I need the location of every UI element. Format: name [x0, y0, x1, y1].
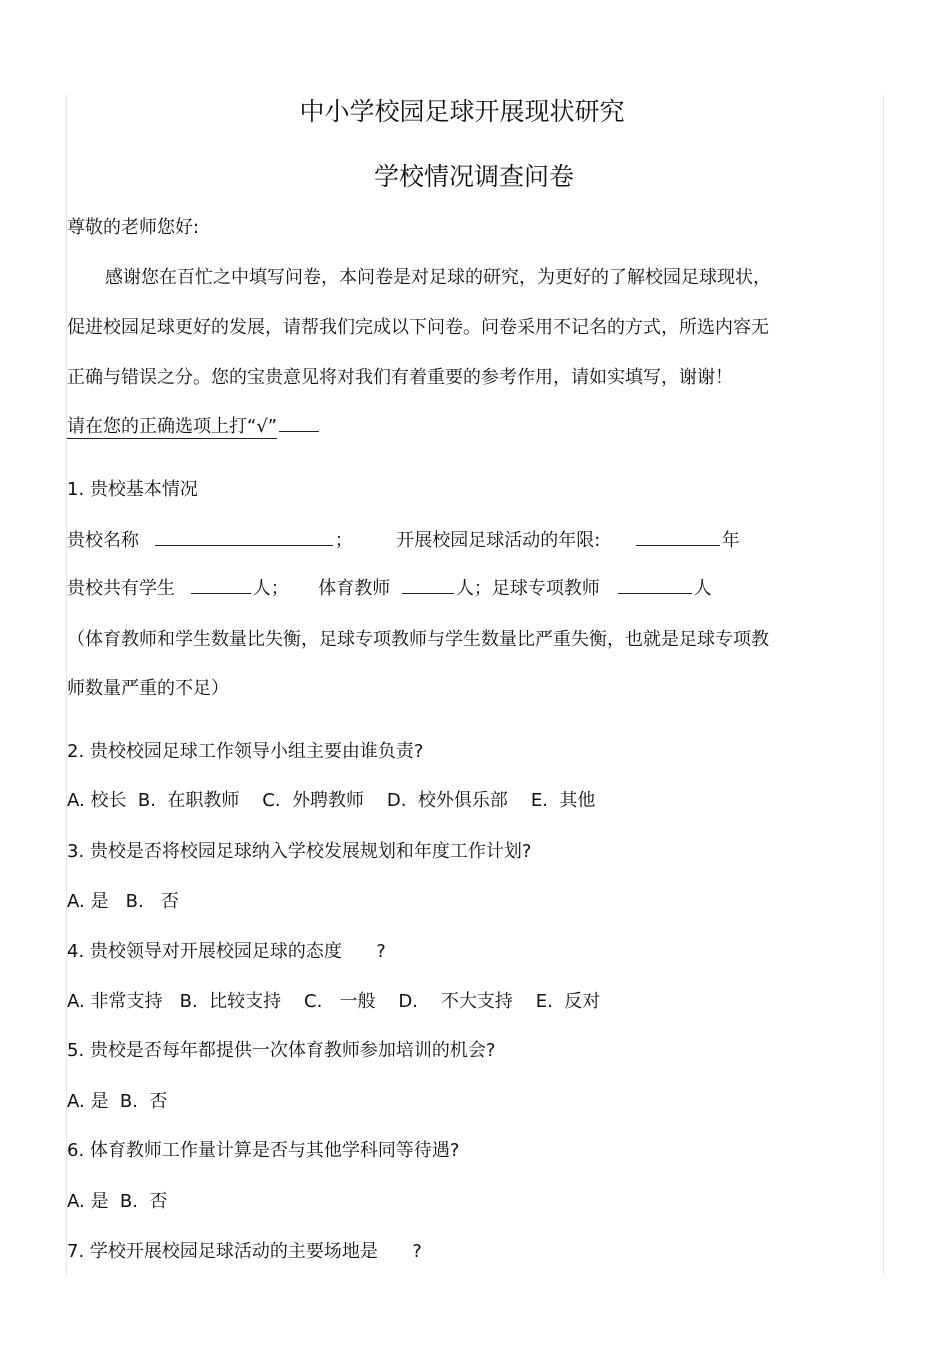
- q1-note-line-2: 师数量严重的不足）: [67, 678, 229, 699]
- q1-row-school: [67, 529, 740, 553]
- pe-teachers-field[interactable]: [402, 577, 454, 594]
- instruction-underline: [279, 415, 319, 432]
- q7-question: 7. 学校开展校园足球活动的主要场地是 ?: [67, 1241, 422, 1262]
- q4-question: 4. 贵校领导对开展校园足球的态度 ?: [67, 941, 386, 962]
- students-unit: 人；: [252, 578, 289, 599]
- students-field[interactable]: [191, 577, 251, 594]
- instruction: [67, 415, 321, 439]
- intro-line-3: 正确与错误之分。您的宝贵意见将对我们有着重要的参考作用，请如实填写，谢谢！: [67, 367, 733, 388]
- football-teachers-unit: 人: [693, 578, 712, 599]
- q1-note-line-1: （体育教师和学生数量比失衡，足球专项教师与学生数量比严重失衡，也就是足球专项教: [67, 629, 769, 650]
- q6-question: 6. 体育教师工作量计算是否与其他学科同等待遇?: [67, 1140, 460, 1161]
- semicolon: ；: [334, 530, 353, 551]
- q3-options[interactable]: A. 是 B. 否: [67, 891, 179, 912]
- document-title: 中小学校园足球开展现状研究: [299, 97, 625, 126]
- greeting: 尊敬的老师您好:: [67, 217, 200, 238]
- years-field[interactable]: [636, 529, 720, 546]
- q5-question: 5. 贵校是否每年都提供一次体育教师参加培训的机会?: [67, 1040, 496, 1061]
- instruction-text: 请在您的正确选项上打“√”: [67, 416, 278, 437]
- pe-teachers-label: 体育教师: [318, 578, 391, 599]
- school-name-field[interactable]: [155, 529, 333, 546]
- document-subtitle: 学校情况调查问卷: [373, 162, 574, 191]
- q5-options[interactable]: A. 是 B. 否: [67, 1091, 168, 1112]
- q1-heading: 1. 贵校基本情况: [67, 479, 198, 500]
- pe-teachers-unit: 人；足球专项教师: [455, 578, 600, 599]
- q4-options[interactable]: A. 非常支持 B. 比较支持 C. 一般 D. 不大支持 E. 反对: [67, 991, 601, 1012]
- intro-line-1: 感谢您在百忙之中填写问卷，本问卷是对足球的研究，为更好的了解校园足球现状，: [105, 267, 771, 288]
- q3-question: 3. 贵校是否将校园足球纳入学校发展规划和年度工作计划?: [67, 841, 532, 862]
- years-unit: 年: [721, 530, 740, 551]
- students-label: 贵校共有学生: [67, 578, 175, 599]
- football-teachers-field[interactable]: [618, 577, 692, 594]
- q1-row-counts: [67, 577, 712, 601]
- q2-options[interactable]: A. 校长 B. 在职教师 C. 外聘教师 D. 校外俱乐部 E. 其他: [67, 790, 596, 811]
- q6-options[interactable]: A. 是 B. 否: [67, 1191, 168, 1212]
- intro-line-2: 促进校园足球更好的发展，请帮我们完成以下问卷。问卷采用不记名的方式，所选内容无: [67, 317, 769, 338]
- q2-question: 2. 贵校校园足球工作领导小组主要由谁负责?: [67, 741, 424, 762]
- years-label: 开展校园足球活动的年限:: [396, 530, 601, 551]
- school-name-label: 贵校名称: [67, 530, 139, 551]
